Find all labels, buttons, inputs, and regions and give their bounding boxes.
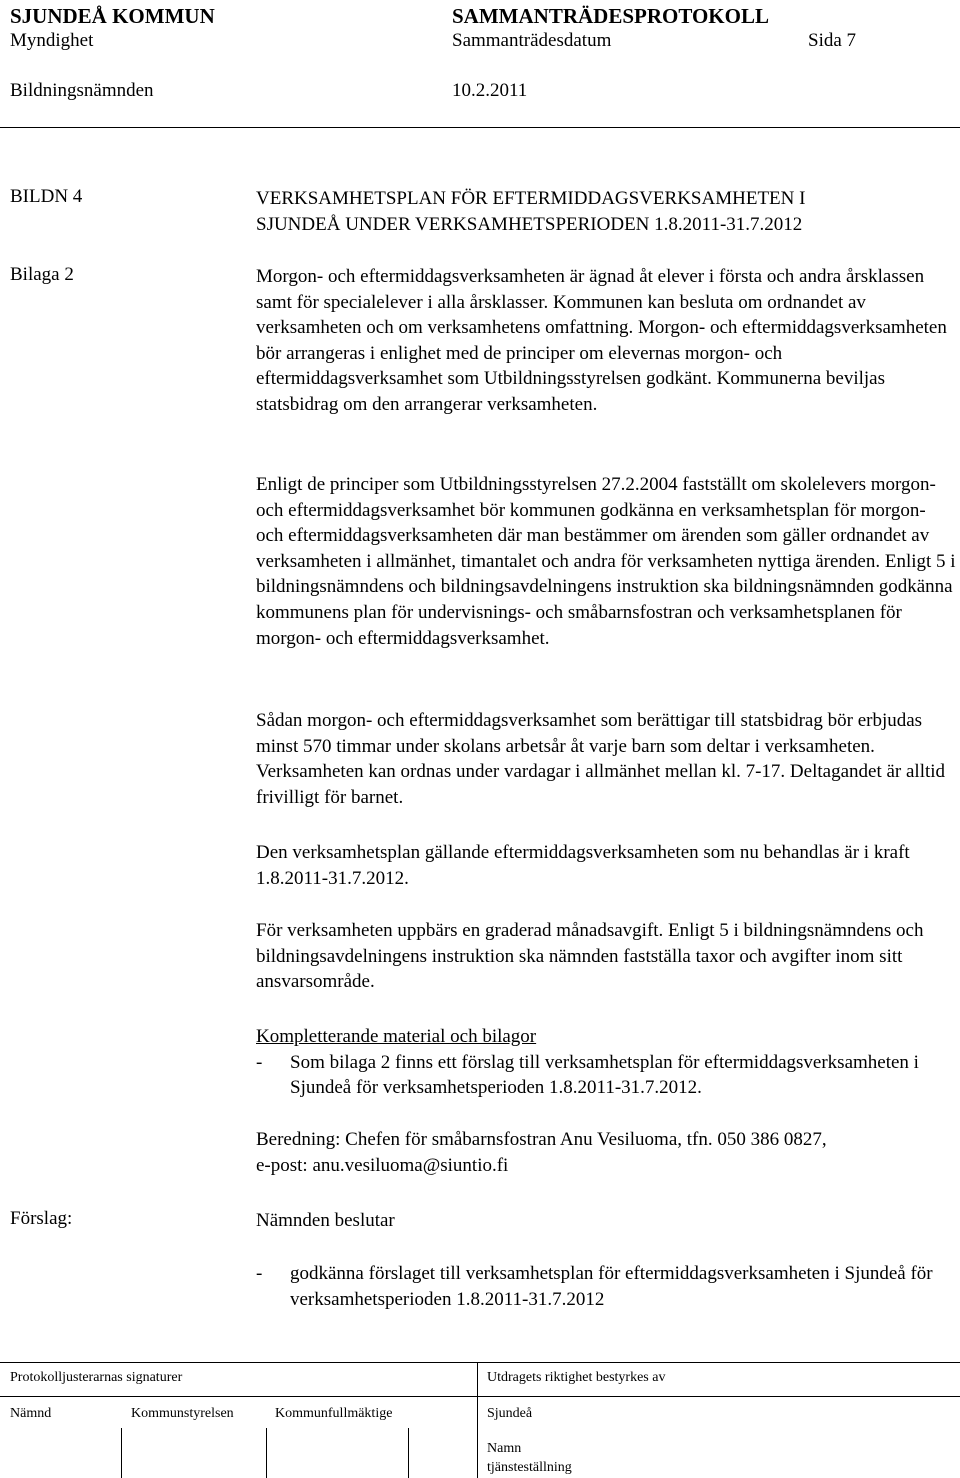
preparation [256,1127,956,1178]
footer-position-label: tjänsteställning [487,1460,572,1475]
signatures-label: Protokolljusterarnas signaturer [10,1370,183,1385]
list-dash: - [256,1051,263,1073]
section-title-line2: SJUNDEÅ UNDER VERKSAMHETSPERIODEN 1.8.2011-31.7.2012 [256,213,803,235]
org-name: SJUNDEÅ KOMMUN [10,4,215,28]
paragraph-4 [256,840,956,891]
section-number: BILDN 4 [10,186,83,207]
paragraph-3-text: Sådan morgon- och eftermiddagsverksamhet som berättigar till statsbidrag bör erbjudas minst 570 timmar under skolans arbetsår åt varje barn som deltar i verksamheten. Verksamheten kan ordnas under vardagar i allmänhet mellan kl. 7-17. Deltagandet är alltid frivilligt för barnet. [256,710,946,808]
list-dash: - [256,1263,263,1284]
footer-col-sjundea: Sjundeå [487,1406,533,1421]
attachment-label: Bilaga 2 [10,264,74,285]
page-number: Sida 7 [808,30,857,51]
footer-col-line-1 [121,1428,122,1478]
proposal-item-row [256,1261,956,1312]
footer-col-kommunfullmaktige: Kommunfullmäktige [275,1406,393,1421]
footer-mid-line [0,1396,960,1397]
paragraph-4-text: Den verksamhetsplan gällande eftermiddagsverksamheten som nu behandlas är i kraft 1.8.2011-31.7.2012. [256,842,910,889]
paragraph-3 [256,708,956,810]
paragraph-1-text: Morgon- och eftermiddagsverksamheten är ägnad åt elever i första och andra årsklassen samt för specialelever i alla årsklasser. Kommunen kan besluta om ordnandet av verksamheten och om verksamhetens omfattning. Morgon- och eftermiddagsverksamheten bör arrangeras i enlighet med de principer om elevernas morgon- och eftermiddagsverksamhet som Utbildningsstyrelsen godkänt. Kommunerna beviljas statsbidrag om den arrangerar verksamheten. [256,266,947,415]
preparation-line2: e-post: anu.vesiluoma@siuntio.fi [256,1154,509,1176]
authority-name: Bildningsnämnden [10,80,154,101]
proposal-heading [256,1208,956,1234]
footer-col-line-2 [266,1428,267,1478]
date-label: Sammanträdesdatum [452,30,612,51]
footer-divider [477,1362,478,1478]
document-type: SAMMANTRÄDESPROTOKOLL [452,4,769,28]
footer-col-namnd: Nämnd [10,1406,52,1421]
paragraph-5 [256,918,956,995]
paragraph-5-text: För verksamheten uppbärs en graderad månadsavgift. Enligt 5 i bildningsnämndens och bildningsavdelningens instruktion ska nämnden fastställa taxor och avgifter inom sitt ansvarsområde. [256,920,924,993]
paragraph-1 [256,264,956,418]
footer-col-line-3 [408,1428,409,1478]
paragraph-2-text: Enligt de principer som Utbildningsstyrelsen 27.2.2004 fastställt om skolelevers morgon- och eftermiddagsverksamhet bör kommunen godkänna en verksamhetsplan för morgon- och eftermiddagsverksamheten där man bestämmer om ärenden som gäller ordnandet av verksamheten i allmänhet, timantalet och andra för verksamheten nyttiga ärenden. Enligt 5 i bildningsnämndens och bildningsavdelningens instruktion ska bildningsnämnden godkänna kommunens plan för undervisnings- och småbarnsfostran och verksamhetsplanen för morgon- och eftermiddagsverksamhet. [256,474,956,649]
proposal-item [256,1261,956,1312]
footer-name-label: Namn [487,1441,522,1456]
proposal-label: Förslag: [10,1208,73,1229]
section-title-line1: VERKSAMHETSPLAN FÖR EFTERMIDDAGSVERKSAMHETEN I [256,188,806,209]
attachments-section [256,1024,956,1101]
footer-col-kommunstyrelsen: Kommunstyrelsen [131,1406,234,1421]
proposal-item-text: godkänna förslaget till verksamhetsplan för eftermiddagsverksamheten i Sjundeå för verksamhetsperioden 1.8.2011-31.7.2012 [290,1263,933,1310]
proposal-heading-text: Nämnden beslutar [256,1210,395,1231]
meeting-date: 10.2.2011 [452,80,528,101]
verification-label: Utdragets riktighet bestyrkes av [487,1370,666,1385]
attachments-heading: Kompletterande material och bilagor [256,1026,537,1047]
authority-label: Myndighet [10,30,94,51]
section-title [256,186,805,237]
footer-top-line [0,1362,960,1363]
attachment-item-text: Som bilaga 2 finns ett förslag till verksamhetsplan för eftermiddagsverksamheten i Sjundeå för verksamhetsperioden 1.8.2011-31.7.2012. [290,1051,919,1099]
header-divider [0,127,960,128]
paragraph-2 [256,472,956,651]
preparation-line1: Beredning: Chefen för småbarnsfostran Anu Vesiluoma, tfn. 050 386 0827, [256,1129,827,1150]
attachment-item [256,1050,956,1101]
